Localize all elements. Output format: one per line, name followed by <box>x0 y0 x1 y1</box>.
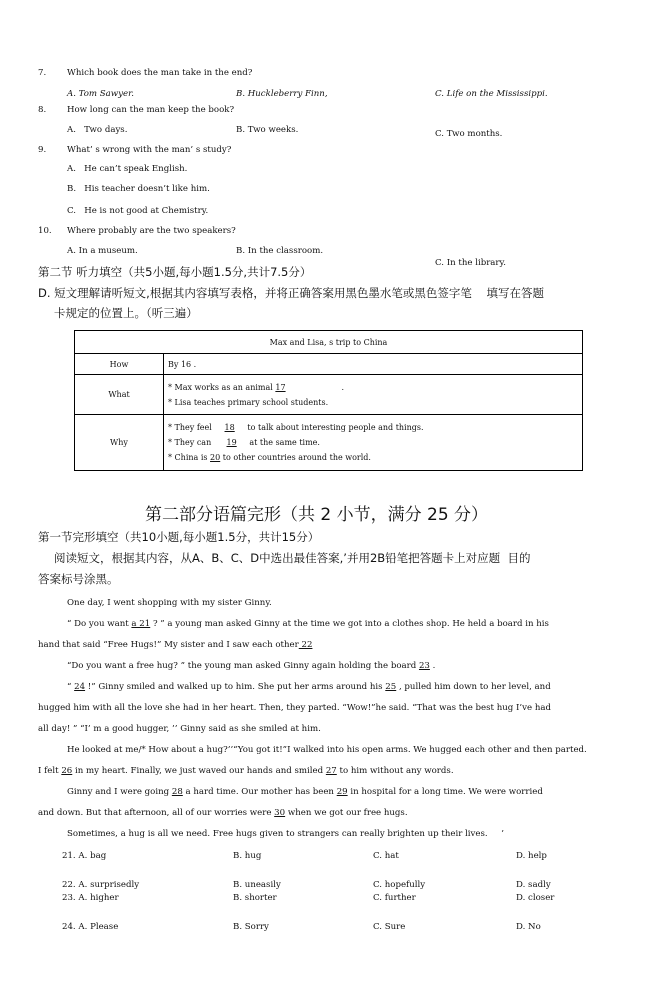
passage-line: Sometimes, a hug is all we need. Free hugs given to strangers can really brighten up their lives. ’ <box>67 829 505 839</box>
choice-option: 22. A. surprisedly <box>62 880 140 890</box>
option-c: C. He is not good at Chemistry. <box>67 206 209 216</box>
question-stem: Where probably are the two speakers? <box>67 226 236 236</box>
passage-line: “ Do you want a 21 ? ” a young man asked Ginny at the time we got into a clothes shop. He held a board in his <box>67 619 549 629</box>
option-b: B. His teacher doesn’t like him. <box>67 184 210 194</box>
passage-line: Ginny and I were going 28 a hard time. Our mother has been 29 in hospital for a long time. We were worried <box>67 787 543 797</box>
blank-18: 18 <box>224 423 235 432</box>
question-stem: Which book does the man take in the end? <box>67 68 253 78</box>
question-number: 10. <box>38 226 52 236</box>
question-stem: How long can the man keep the book? <box>67 105 235 115</box>
table-title: Max and Lisa, s trip to China <box>75 331 583 354</box>
choice-option: D. No <box>516 922 541 932</box>
choice-option: C. Sure <box>373 922 406 932</box>
choice-option: 23. A. higher <box>62 893 119 903</box>
option-b: B. Two weeks. <box>236 125 299 135</box>
section-heading: 第二节 听力填空（共5小题,每小题1.5分,共计7.5分） <box>38 265 312 279</box>
passage-line: “Do you want a free hug? ” the young man asked Ginny again holding the board 23 . <box>67 661 436 671</box>
question-number: 9. <box>38 145 47 155</box>
row-label-what: What <box>75 375 164 415</box>
choice-option: C. hopefully <box>373 880 426 890</box>
row-label-why: Why <box>75 415 164 471</box>
row-content-what: * Max works as an animal 17 . * Lisa teaches primary school students. <box>164 375 583 415</box>
passage-line: He looked at me/* How about a hug?’’“You got it!”I walked into his open arms. We hugged each other and then parted. <box>67 745 587 755</box>
row-content-why: * They feel 18 to talk about interesting people and things. * They can 19 at the same time. * China is 20 to other countries around the world. <box>164 415 583 471</box>
row-label-how: How <box>75 354 164 375</box>
option-b: B. Huckleberry Finn, <box>236 89 328 99</box>
passage-line: One day, I went shopping with my sister Ginny. <box>67 598 272 608</box>
option-c: C. In the library. <box>435 258 506 268</box>
passage-line: hand that said “Free Hugs!” My sister and I saw each other 22 <box>38 640 313 650</box>
choice-option: B. hug <box>233 851 262 861</box>
instruction-line: 阅读短文，根据其内容，从A、B、C、D中选出最佳答案,’并用2B铅笔把答题卡上对应题 目的 <box>54 551 531 565</box>
option-a: A. Two days. <box>67 125 128 135</box>
option-b: B. In the classroom. <box>236 246 324 256</box>
choice-option: D. sadly <box>516 880 551 890</box>
option-a: A. He can’t speak English. <box>67 164 188 174</box>
choice-option: C. hat <box>373 851 399 861</box>
option-c: C. Two months. <box>435 129 503 139</box>
blank-19: 19 <box>226 438 237 447</box>
row-content-how: By 16 . <box>164 354 583 375</box>
option-c: C. Life on the Mississippi. <box>435 89 548 99</box>
instruction-line: 卡规定的位置上。（听三遍） <box>54 306 198 320</box>
passage-line: “ 24 !” Ginny smiled and walked up to him. She put her arms around his 25 , pulled him down to her level, and <box>67 682 551 692</box>
choice-option: 24. A. Please <box>62 922 119 932</box>
choice-option: C. further <box>373 893 416 903</box>
choice-option: D. help <box>516 851 547 861</box>
passage-line: hugged him with all the love she had in her heart. Then, they parted. “Wow!”he said. “That was the best hug I’ve had <box>38 703 551 713</box>
instruction-line: D. 短文理解请听短文,根据其内容填写表格，并将正确答案用黑色墨水笔或黑色签字笔 填写在答题 <box>38 286 544 300</box>
question-number: 8. <box>38 105 47 115</box>
option-a: A. In a museum. <box>67 246 138 256</box>
choice-option: 21. A. bag <box>62 851 107 861</box>
option-a: A. Tom Sawyer. <box>67 89 134 99</box>
question-number: 7. <box>38 68 47 78</box>
blank-17: 17 <box>275 382 286 392</box>
choice-option: B. Sorry <box>233 922 269 932</box>
choice-option: B. uneasily <box>233 880 281 890</box>
passage-line: all day! ” “I’ m a good hugger, ’’ Ginny said as she smiled at him. <box>38 724 321 734</box>
question-stem: What’ s wrong with the man’ s study? <box>67 145 232 155</box>
subsection-heading: 第一节完形填空（共10小题,每小题1.5分，共计15分） <box>38 530 320 544</box>
instruction-line: 答案标号涂黑。 <box>38 572 119 586</box>
choice-option: D. closer <box>516 893 555 903</box>
passage-line: and down. But that afternoon, all of our worries were 30 when we got our free hugs. <box>38 808 408 818</box>
choice-option: B. shorter <box>233 893 277 903</box>
fill-in-table <box>74 330 583 471</box>
passage-line: I felt 26 in my heart. Finally, we just waved our hands and smiled 27 to him without any words. <box>38 766 454 776</box>
blank-20: 20 <box>210 453 221 462</box>
part-heading: 第二部分语篇完形（共 2 小节，满分 25 分） <box>145 505 489 525</box>
